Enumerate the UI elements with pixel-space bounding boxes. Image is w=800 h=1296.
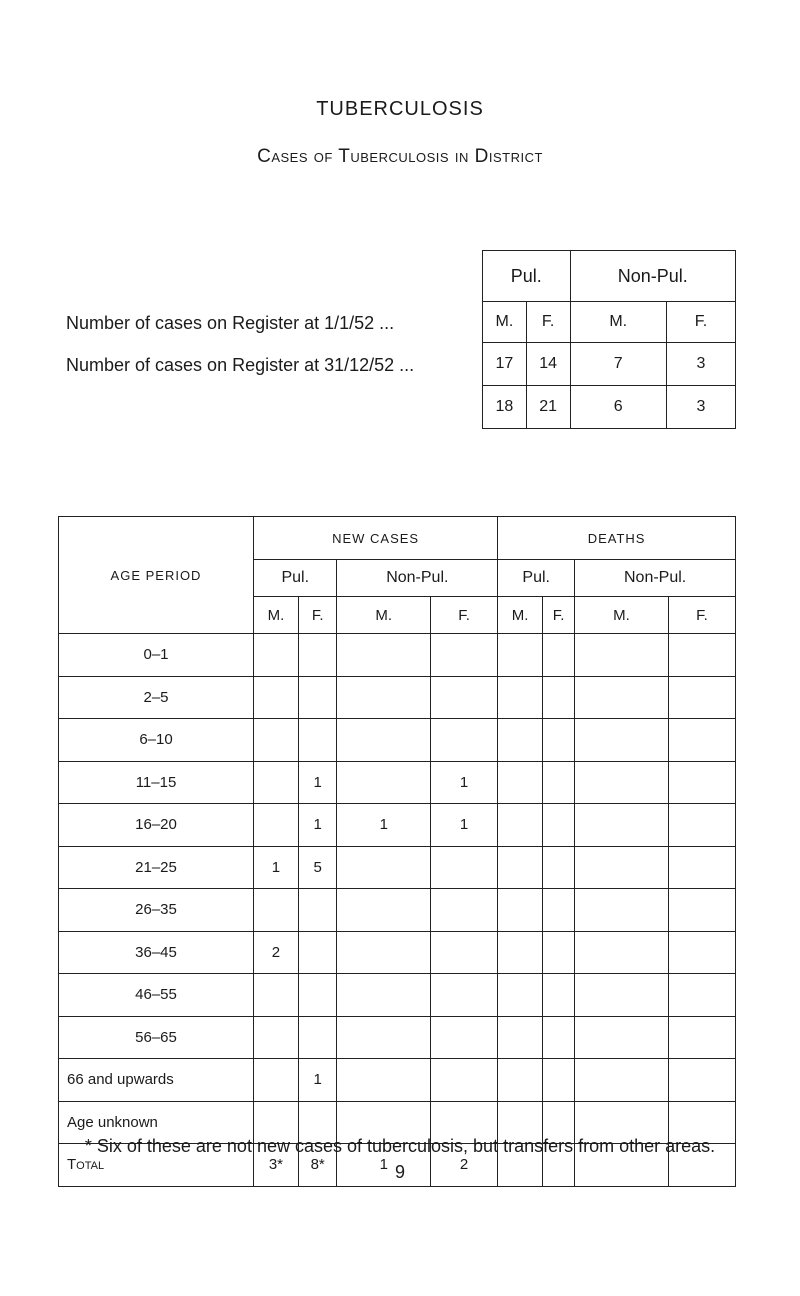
register-cell: 18 xyxy=(483,386,527,429)
count-cell xyxy=(298,1016,337,1059)
page-title: TUBERCULOSIS xyxy=(316,98,484,120)
count-cell xyxy=(431,889,498,932)
count-cell xyxy=(575,719,669,762)
register-sub-header: F. xyxy=(526,302,570,343)
register-cell: 7 xyxy=(570,343,666,386)
new-cases-header: NEW CASES xyxy=(254,517,498,560)
count-cell xyxy=(575,1059,669,1102)
age-period-cell: 11–15 xyxy=(59,761,254,804)
table-row xyxy=(59,1059,736,1102)
count-cell xyxy=(254,634,299,677)
count-cell: 3* xyxy=(254,1144,299,1187)
table-row xyxy=(59,889,736,932)
count-cell xyxy=(668,1016,735,1059)
sub-header: M. xyxy=(254,597,299,634)
sub-header: F. xyxy=(298,597,337,634)
count-cell xyxy=(575,761,669,804)
count-cell: 8* xyxy=(298,1144,337,1187)
count-cell xyxy=(498,931,543,974)
count-cell xyxy=(498,761,543,804)
count-cell: 1 xyxy=(337,804,431,847)
age-period-cell: 56–65 xyxy=(59,1016,254,1059)
count-cell xyxy=(668,676,735,719)
count-cell xyxy=(337,676,431,719)
table-row xyxy=(59,761,736,804)
register-cell: 3 xyxy=(666,386,735,429)
count-cell xyxy=(337,719,431,762)
age-period-cell: 36–45 xyxy=(59,931,254,974)
count-cell: 1 xyxy=(431,804,498,847)
count-cell xyxy=(298,889,337,932)
register-sub-header-row xyxy=(483,302,736,343)
age-period-cell: 26–35 xyxy=(59,889,254,932)
count-cell xyxy=(575,676,669,719)
table-row xyxy=(59,974,736,1017)
count-cell xyxy=(543,676,575,719)
count-cell xyxy=(337,761,431,804)
register-row xyxy=(483,343,736,386)
register-row xyxy=(483,386,736,429)
count-cell xyxy=(498,634,543,677)
count-cell xyxy=(254,719,299,762)
count-cell xyxy=(498,846,543,889)
register-group-header-row xyxy=(483,251,736,302)
count-cell xyxy=(254,761,299,804)
page-subtitle: Cases of Tuberculosis in District xyxy=(257,146,543,167)
group-header: Non-Pul. xyxy=(575,560,736,597)
deaths-header: DEATHS xyxy=(498,517,736,560)
count-cell xyxy=(298,719,337,762)
count-cell xyxy=(254,804,299,847)
age-period-cell: 66 and upwards xyxy=(59,1059,254,1102)
sub-header: F. xyxy=(543,597,575,634)
count-cell xyxy=(575,846,669,889)
register-table xyxy=(482,250,736,429)
count-cell xyxy=(575,1016,669,1059)
count-cell xyxy=(668,719,735,762)
age-period-cell: Age unknown xyxy=(59,1101,254,1144)
count-cell xyxy=(431,676,498,719)
count-cell xyxy=(337,1059,431,1102)
count-cell xyxy=(668,804,735,847)
main-top-header-row xyxy=(59,517,736,560)
table-row xyxy=(59,719,736,762)
age-period-cell: 2–5 xyxy=(59,676,254,719)
sub-header: M. xyxy=(575,597,669,634)
table-row xyxy=(59,676,736,719)
count-cell xyxy=(337,889,431,932)
count-cell xyxy=(498,804,543,847)
count-cell xyxy=(254,1016,299,1059)
count-cell xyxy=(498,889,543,932)
count-cell xyxy=(668,889,735,932)
sub-header: F. xyxy=(431,597,498,634)
count-cell xyxy=(543,846,575,889)
count-cell xyxy=(431,846,498,889)
count-cell xyxy=(337,1016,431,1059)
count-cell xyxy=(298,931,337,974)
sub-header: M. xyxy=(337,597,431,634)
count-cell xyxy=(431,719,498,762)
age-period-cell: Total xyxy=(59,1144,254,1187)
register-cell: 6 xyxy=(570,386,666,429)
table-row xyxy=(59,634,736,677)
count-cell xyxy=(543,974,575,1017)
count-cell xyxy=(668,846,735,889)
count-cell xyxy=(575,634,669,677)
count-cell xyxy=(431,1016,498,1059)
table-row xyxy=(59,804,736,847)
count-cell xyxy=(498,974,543,1017)
count-cell xyxy=(575,931,669,974)
register-header-pul: Pul. xyxy=(483,251,571,302)
count-cell xyxy=(337,634,431,677)
count-cell xyxy=(498,676,543,719)
count-cell: 1 xyxy=(298,761,337,804)
footnote: * Six of these are not new cases of tuberculosis, but transfers from other areas. xyxy=(84,1136,716,1156)
count-cell xyxy=(431,974,498,1017)
count-cell xyxy=(543,719,575,762)
count-cell xyxy=(543,761,575,804)
register-cell: 21 xyxy=(526,386,570,429)
register-cell: 14 xyxy=(526,343,570,386)
age-period-header: AGE PERIOD xyxy=(59,517,254,634)
count-cell xyxy=(668,931,735,974)
age-period-cell: 46–55 xyxy=(59,974,254,1017)
sub-header: M. xyxy=(498,597,543,634)
count-cell xyxy=(543,931,575,974)
register-header-nonpul: Non-Pul. xyxy=(570,251,735,302)
count-cell xyxy=(337,931,431,974)
count-cell xyxy=(298,974,337,1017)
count-cell xyxy=(337,974,431,1017)
count-cell: 2 xyxy=(431,1144,498,1187)
age-period-cell: 6–10 xyxy=(59,719,254,762)
count-cell: 5 xyxy=(298,846,337,889)
group-header: Pul. xyxy=(498,560,575,597)
count-cell xyxy=(431,931,498,974)
count-cell xyxy=(575,974,669,1017)
count-cell xyxy=(668,974,735,1017)
register-sub-header: F. xyxy=(666,302,735,343)
count-cell xyxy=(543,1059,575,1102)
count-cell xyxy=(254,889,299,932)
group-header: Pul. xyxy=(254,560,337,597)
table-row xyxy=(59,931,736,974)
count-cell xyxy=(337,846,431,889)
table-row xyxy=(59,846,736,889)
register-cell: 3 xyxy=(666,343,735,386)
register-label-start: Number of cases on Register at 1/1/52 ... xyxy=(66,313,395,333)
count-cell xyxy=(298,676,337,719)
count-cell xyxy=(498,719,543,762)
sub-header: F. xyxy=(668,597,735,634)
table-row xyxy=(59,1016,736,1059)
register-sub-header: M. xyxy=(570,302,666,343)
count-cell xyxy=(668,1059,735,1102)
register-cell: 17 xyxy=(483,343,527,386)
count-cell xyxy=(431,1059,498,1102)
count-cell: 1 xyxy=(254,846,299,889)
count-cell xyxy=(254,1059,299,1102)
count-cell xyxy=(254,676,299,719)
count-cell xyxy=(543,804,575,847)
count-cell xyxy=(431,634,498,677)
age-period-body xyxy=(59,634,736,1187)
count-cell: 1 xyxy=(337,1144,431,1187)
age-period-cell: 21–25 xyxy=(59,846,254,889)
count-cell xyxy=(543,634,575,677)
age-period-cell: 16–20 xyxy=(59,804,254,847)
count-cell xyxy=(254,974,299,1017)
count-cell xyxy=(543,1016,575,1059)
group-header: Non-Pul. xyxy=(337,560,498,597)
count-cell xyxy=(498,1059,543,1102)
age-period-cell: 0–1 xyxy=(59,634,254,677)
count-cell: 1 xyxy=(298,804,337,847)
register-sub-header: M. xyxy=(483,302,527,343)
count-cell xyxy=(543,889,575,932)
register-label-end: Number of cases on Register at 31/12/52 ... xyxy=(66,355,415,375)
page-number: 9 xyxy=(394,1162,405,1182)
count-cell xyxy=(498,1016,543,1059)
count-cell xyxy=(298,634,337,677)
count-cell xyxy=(668,634,735,677)
age-period-table xyxy=(58,516,736,1187)
count-cell xyxy=(575,804,669,847)
count-cell xyxy=(668,761,735,804)
count-cell: 1 xyxy=(298,1059,337,1102)
count-cell: 2 xyxy=(254,931,299,974)
count-cell xyxy=(575,889,669,932)
count-cell: 1 xyxy=(431,761,498,804)
